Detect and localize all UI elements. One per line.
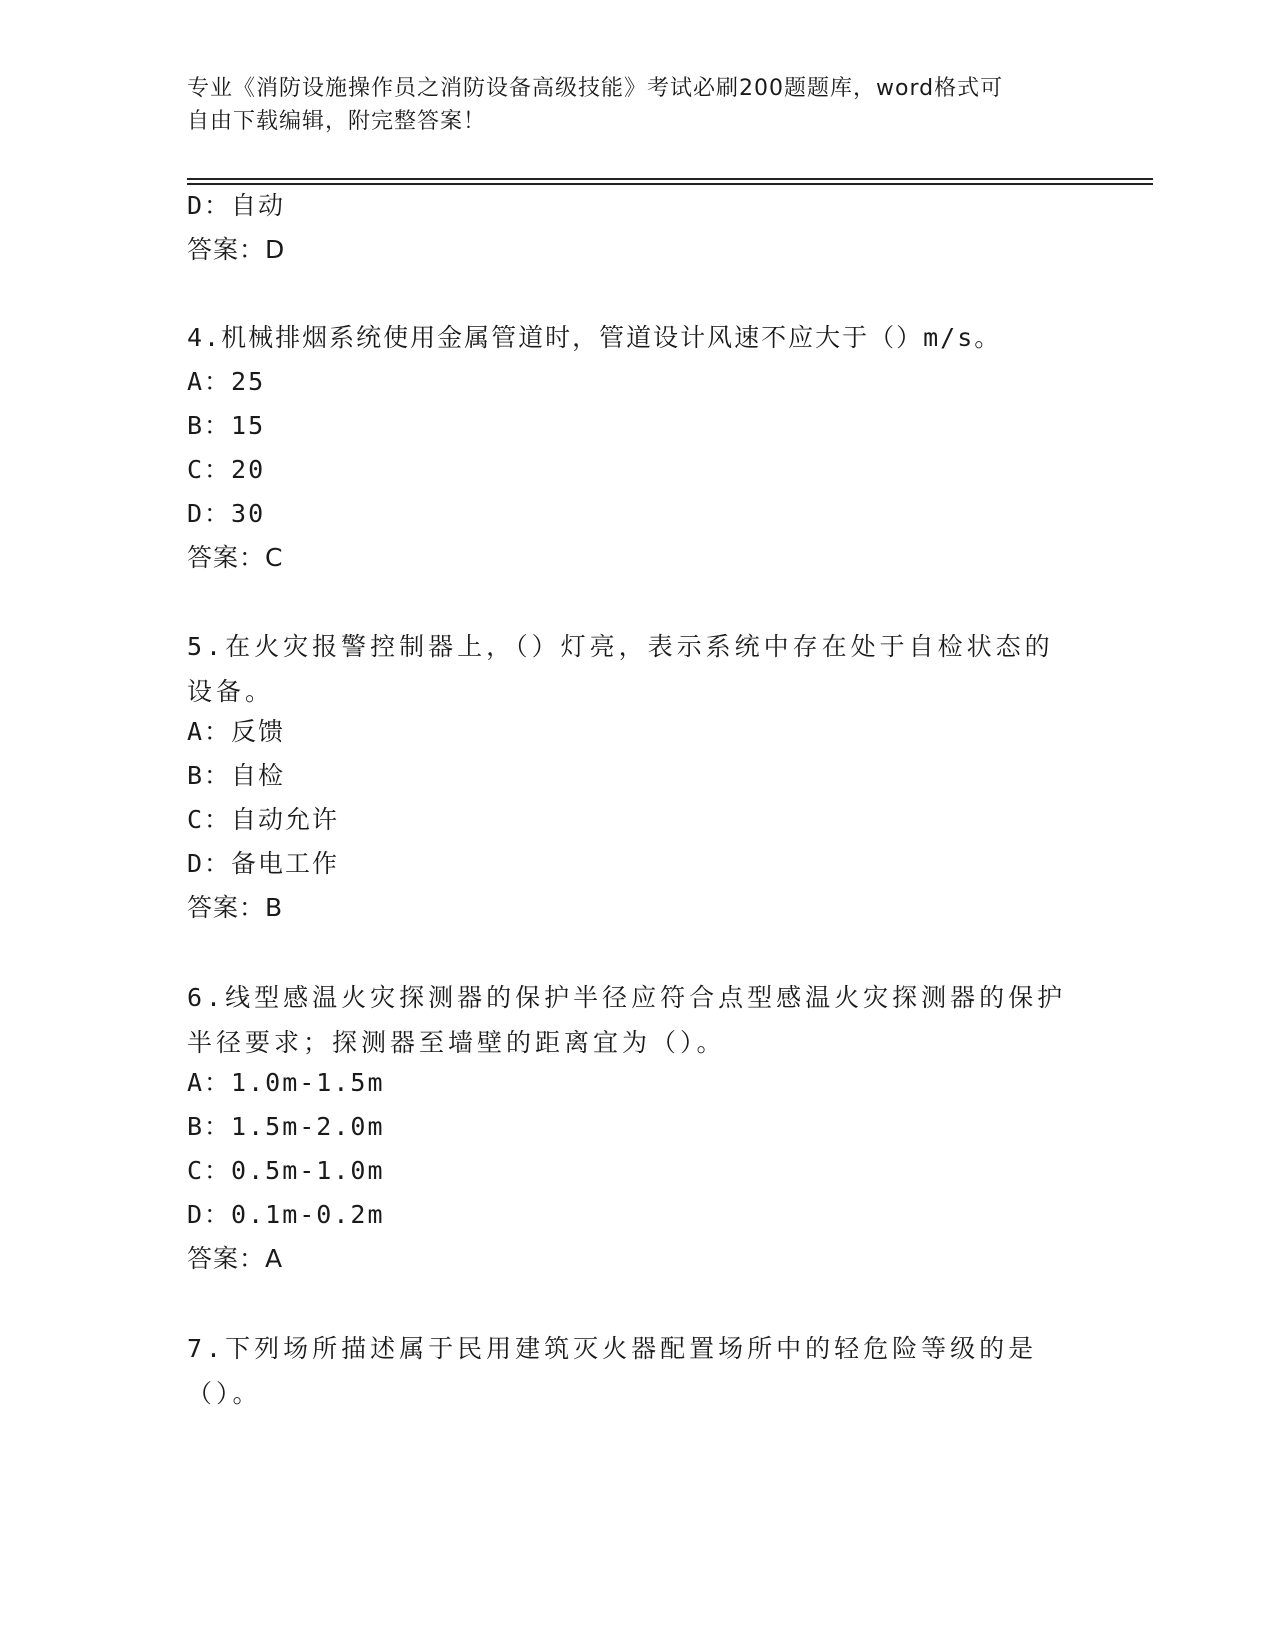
document-header (187, 72, 1067, 138)
q4-option-b: B：15 (187, 411, 266, 440)
header-line-2: 自由下载编辑，附完整答案！ (187, 109, 487, 134)
q6-option-c: C：0.5m-1.0m (187, 1156, 385, 1185)
q4-answer: 答案：C (187, 543, 284, 572)
q4-option-d: D：30 (187, 499, 266, 528)
q6-option-a: A：1.0m-1.5m (187, 1068, 385, 1097)
q5-option-b: B：自检 (187, 761, 286, 790)
q6-question: 6.线型感温火灾探测器的保护半径应符合点型感温火灾探测器的保护半径要求；探测器至墙壁的距离宜为（）。 (187, 983, 1067, 1057)
q3-option-d: D：自动 (187, 191, 286, 220)
q5-answer: 答案：B (187, 893, 284, 922)
header-line-1: 专业《消防设施操作员之消防设备高级技能》考试必刷200题题库，word格式可 (187, 76, 1004, 101)
q4-option-a: A：25 (187, 367, 266, 396)
q4-option-c: C：20 (187, 455, 266, 484)
q6-option-b: B：1.5m-2.0m (187, 1112, 385, 1141)
q5-option-c: C：自动允许 (187, 805, 340, 834)
q6-answer: 答案：A (187, 1244, 284, 1273)
header-divider-bottom (187, 183, 1153, 185)
header-divider-top (187, 178, 1153, 180)
q7-question: 7.下列场所描述属于民用建筑灭火器配置场所中的轻危险等级的是（）。 (187, 1334, 1038, 1408)
q5-option-d: D：备电工作 (187, 849, 340, 878)
q4-question: 4.机械排烟系统使用金属管道时，管道设计风速不应大于（）m/s。 (187, 323, 1002, 352)
q5-question: 5.在火灾报警控制器上，（）灯亮，表示系统中存在处于自检状态的设备。 (187, 632, 1054, 706)
q6-option-d: D：0.1m-0.2m (187, 1200, 385, 1229)
q5-option-a: A：反馈 (187, 717, 286, 746)
q3-answer: 答案：D (187, 235, 286, 264)
